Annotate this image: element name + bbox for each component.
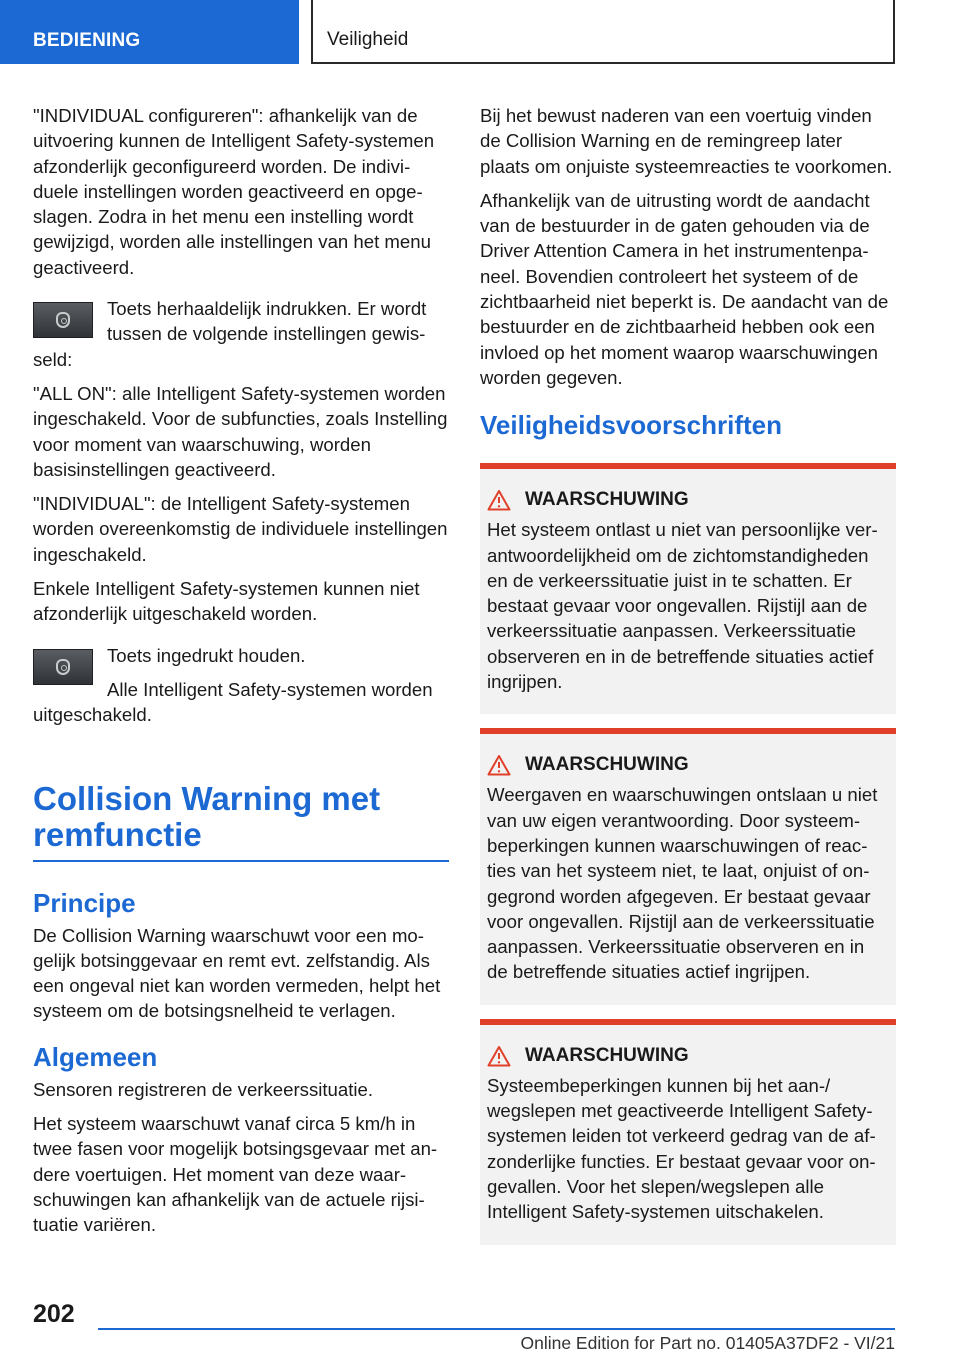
warning-triangle-icon bbox=[487, 489, 511, 511]
approach-text: Bij het bewust naderen van een voertuig vinden de Collision Warning en de remingreep later plaats om onjuiste systeemreacties te voorkomen. bbox=[480, 105, 893, 177]
warning-label: WAARSCHUWING bbox=[525, 754, 689, 776]
page-number: 202 bbox=[33, 1300, 75, 1328]
warning-box bbox=[480, 1019, 896, 1245]
heading-safety-rules: Veiligheidsvoorschriften bbox=[480, 410, 782, 441]
heading-algemeen: Algemeen bbox=[33, 1041, 158, 1072]
algemeen-text-1: Sensoren registreren de verkeerssituatie. bbox=[33, 1078, 374, 1100]
press-repeat-text: Toets herhaaldelijk indrukken. Er wordt tussen de volgende instellingen gewisseld: bbox=[33, 298, 427, 370]
left-column bbox=[33, 103, 449, 1247]
hold-text: Toets ingedrukt houden. bbox=[107, 644, 306, 666]
warning-box bbox=[480, 728, 896, 1004]
heading-principe: Principe bbox=[33, 887, 136, 918]
some-off-text: Enkele Intelligent Safety-systemen kunnen niet afzonderlijk uitgeschakeld worden. bbox=[33, 578, 420, 625]
warning-box bbox=[480, 463, 896, 714]
all-on-text: "ALL ON": alle Intelligent Safety-systemen worden ingeschakeld. Voor de subfuncties, zoals Instelling voor moment van waarschuwing, worden basisinstellingen geactiveerd. bbox=[33, 382, 448, 480]
warning-title bbox=[487, 1045, 888, 1067]
warning-label: WAARSCHUWING bbox=[525, 1044, 689, 1066]
footer-edition: Online Edition for Part no. 01405A37DF2 - VI/21 bbox=[520, 1333, 895, 1353]
warning-text: Systeembeperkingen kunnen bij het aan-/ wegslepen met geactiveerde Intelligent Safety-systemen leiden tot verkeerd gedrag van de afzonderlijke functies. Er bestaat gevaar voor ongevallen. Voor het slepen/wegslepen alle Intelligent Safety-systemen uitschakelen. bbox=[487, 1074, 876, 1223]
all-off-text: Alle Intelligent Safety-systemen worden uitgeschakeld. bbox=[33, 678, 433, 726]
individual-text: "INDIVIDUAL": de Intelligent Safety-systemen worden overeenkomstig de individuele instellingen ingeschakeld. bbox=[33, 493, 448, 565]
warning-text: Het systeem ontlast u niet van persoonlijke verantwoordelijkheid om de zichtomstandigheden en de verkeerssituatie juist in te schatten. Er bestaat gevaar voor ongevallen. Rijstijl aan de verkeerssituatie aanpassen. Verkeerssituatie observeren en in de betreffende situaties actief ingrijpen. bbox=[487, 519, 878, 693]
warning-title bbox=[487, 754, 888, 776]
right-column bbox=[480, 103, 896, 1259]
chapter-heading: Collision Warning met remfunctie bbox=[33, 781, 449, 862]
warning-title bbox=[487, 489, 888, 511]
warning-text: Weergaven en waarschuwingen ontslaan u niet van uw eigen verantwoording. Door systeembeperkingen kunnen waarschuwingen of reacties van het systeem niet, te laat, onjuist of ongegrond worden afgegeven. Er bestaat gevaar voor ongevallen. Rijstijl aan de verkeerssituatie aanpassen. Verkeerssituatie observeren en in de betreffende situaties actief ingrijpen. bbox=[487, 784, 878, 983]
attention-text: Afhankelijk van de uitrusting wordt de aandacht van de bestuurder in de gaten gehouden via de Driver Attention Camera in het instrumentenpaneel. Bovendien controleert het systeem of de zichtbaarheid niet beperkt is. De aandacht van de bestuurder en de zichtbaarheid hebben ook een invloed op het moment waarop waarschuwingen worden gegeven. bbox=[480, 189, 889, 388]
chapter-tab: BEDIENING bbox=[0, 0, 299, 64]
warning-triangle-icon bbox=[487, 1045, 511, 1067]
safety-button-icon bbox=[33, 649, 93, 685]
principe-text: De Collision Warning waarschuwt voor een mogelijk botsinggevaar en remt evt. zelfstandig. Als een ongeval niet kan worden vermeden, helpt het systeem om de botsingsnelheid te verlagen. bbox=[33, 924, 441, 1022]
algemeen-text-2: Het systeem waarschuwt vanaf circa 5 km/h in twee fasen voor mogelijk botsingsgevaar met andere voertuigen. Het moment van deze waarschuwingen kan afhankelijk van de actuele rijsituatie variëren. bbox=[33, 1113, 438, 1236]
intro-paragraph: "INDIVIDUAL configureren": afhankelijk van de uitvoering kunnen de Intelligent Safety-systemen afzonderlijk geconfigureerd worden. De individuele instellingen worden geactiveerd en opgeslagen. Zodra in het menu een instelling wordt gewijzigd, worden alle instellingen van het menu geactiveerd. bbox=[33, 105, 435, 278]
warning-label: WAARSCHUWING bbox=[525, 489, 689, 511]
footer-divider bbox=[98, 1328, 895, 1330]
button-instruction-repeat bbox=[33, 296, 449, 381]
section-title: Veiligheid bbox=[311, 0, 895, 64]
safety-button-icon bbox=[33, 302, 93, 338]
warning-triangle-icon bbox=[487, 754, 511, 776]
button-instruction-hold bbox=[33, 643, 449, 737]
